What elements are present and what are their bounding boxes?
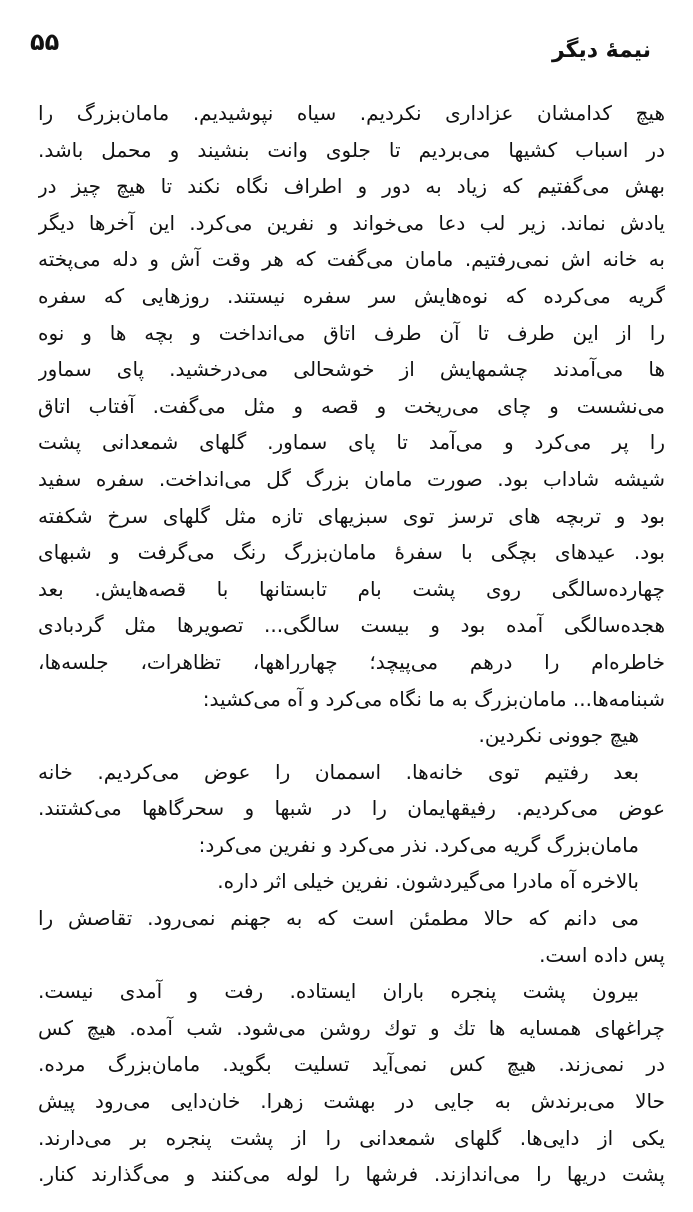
text-line: بود و تربچه های ترسز توی سبزیهای تازه مثل گلهای سرخ شکفته [38, 503, 665, 528]
text-line: بعد رفتیم توی خانه‌ها. اسممان را عوض می‌کردیم. خانه [38, 759, 639, 784]
text-line: پشت دریها را می‌اندازند. فرشها را لوله می‌کنند و می‌گذارند کنار. [38, 1162, 665, 1187]
text-line: ها می‌آمدند چشمهایش از خوشحالی می‌درخشید. پای سماور [38, 357, 665, 382]
text-line: در اسباب کشیها می‌بردیم تا جلوی وانت بنشیند و محمل باشد. [38, 137, 665, 162]
running-title: نیمهٔ دیگر [551, 38, 651, 63]
text-line: یکی از دایی‌ها. گلهای شمعدانی را از پشت پنجره بر می‌دارند. [38, 1125, 665, 1150]
text-line: بود. عیدهای بچگی با سفرهٔ مامان‌بزرگ رنگ می‌گرفت و شبهای [38, 540, 665, 565]
text-line: پس داده است. [539, 942, 665, 967]
text-line: بیرون پشت پنجره باران ایستاده. رفت و آمدی نیست. [38, 979, 639, 1004]
text-line: عوض می‌کردیم. رفیقهایمان را در شبها و سحرگاهها می‌کشتند. [38, 796, 665, 821]
text-line: خاطره‌ام را درهم می‌پیچد؛ چهارراهها، تظاهرات، جلسه‌ها، [38, 649, 665, 674]
text-line: بالاخره آه مادرا می‌گیردشون. نفرین خیلی اثر داره. [217, 869, 639, 894]
text-line: چراغهای همسایه ها تك و توك روشن می‌شود. شب آمده. هیچ کس [38, 1015, 665, 1040]
page-header [0, 20, 693, 70]
body-text [38, 95, 665, 1193]
text-line: حالا می‌برندش به جایی در بهشت زهرا. خان‌دایی می‌رود پیش [38, 1089, 665, 1114]
text-line: می دانم که حالا مطمئن است که به جهنم نمی‌رود. تقاصش را [38, 906, 639, 931]
text-line: را پر می‌کرد و می‌آمد تا پای سماور. گلهای شمعدانی پشت [38, 430, 665, 455]
text-line: شبنامه‌ها... مامان‌بزرگ به ما نگاه می‌کرد و آه می‌کشید: [202, 686, 665, 711]
text-line: در نمی‌زند. هیچ کس نمی‌آید تسلیت بگوید. مامان‌بزرگ مرده. [38, 1052, 665, 1077]
text-line: یادش نماند. زیر لب دعا می‌خواند و نفرین می‌کرد. این آخرها دیگر [38, 210, 665, 235]
text-line: می‌نشست و چای می‌ریخت و قصه و مثل می‌گفت. آفتاب اتاق [38, 393, 665, 418]
text-line: هجده‌سالگی آمده بود و بیست سالگی... تصویرها مثل گردبادی [38, 613, 665, 638]
text-line: هیچ جوونی نکردین. [478, 723, 639, 748]
text-line: بهش می‌گفتیم که زیاد به دور و اطراف نگاه نکند تا هیچ چیز در [38, 174, 665, 199]
text-line: را از این طرف تا آن طرف اتاق می‌انداخت و بچه ها و نوه [38, 320, 665, 345]
text-line: چهارده‌سالگی روی پشت بام تابستانها با قصه‌هایش. بعد [38, 576, 665, 601]
text-line: هیچ کدامشان عزاداری نکردیم. سیاه نپوشیدیم. مامان‌بزرگ را [38, 101, 665, 125]
page-number: ۵۵ [30, 28, 60, 56]
text-line: شیشه شاداب بود. صورت مامان بزرگ گل می‌انداخت. سفره سفید [38, 466, 665, 491]
text-line: مامان‌بزرگ گریه می‌کرد. نذر می‌کرد و نفرین می‌کرد: [198, 832, 639, 857]
text-line: گریه می‌کرده که نوه‌هایش سر سفره نیستند. روزهایی که سفره [38, 283, 665, 308]
text-line: به خانه اش نمی‌رفتیم. مامان می‌گفت که هر وقت آش و دله می‌پخته [38, 247, 665, 272]
